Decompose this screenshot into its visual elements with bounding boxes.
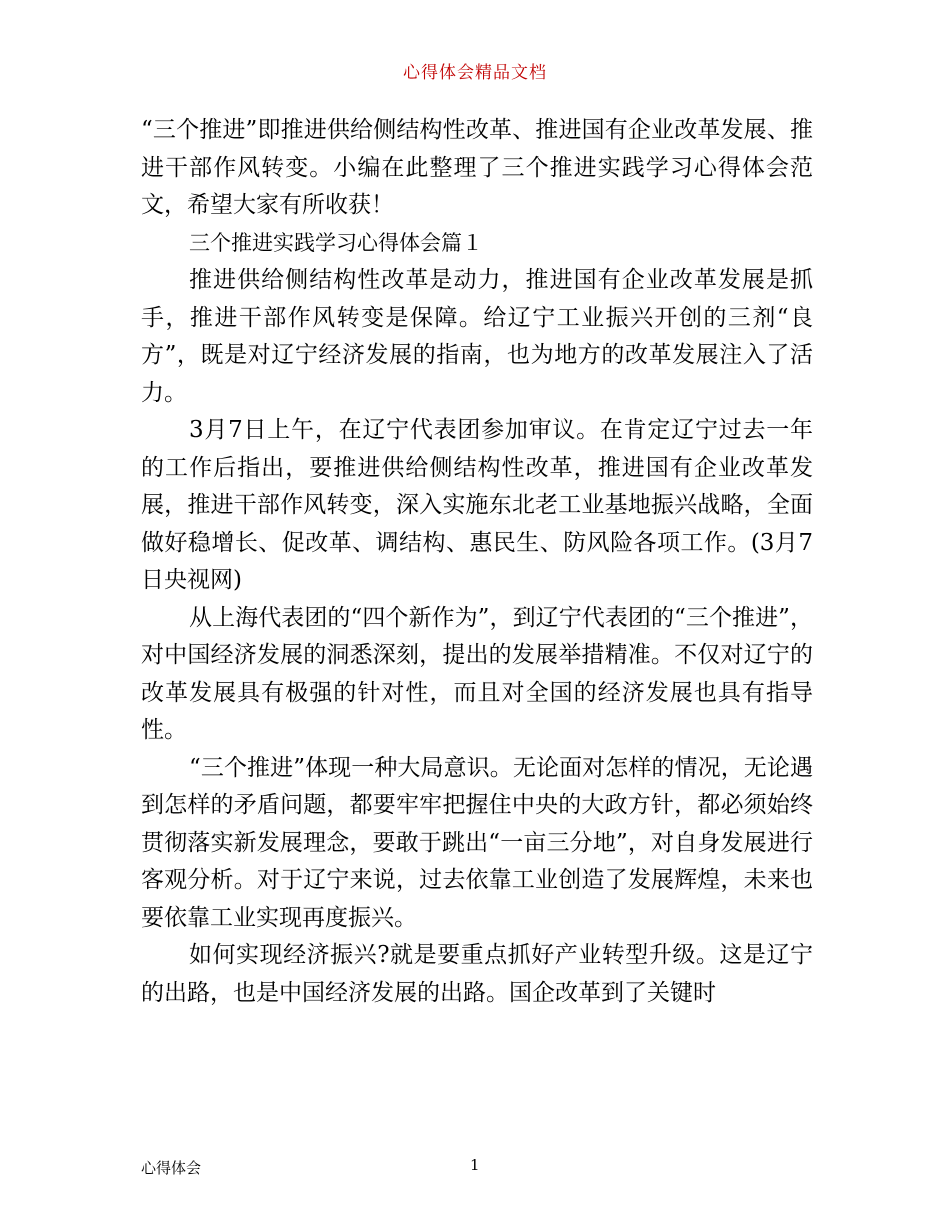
document-header-title: 心得体会精品文档 xyxy=(403,63,547,83)
page-number: 1 xyxy=(470,1156,480,1174)
body-paragraph: 从上海代表团的“四个新作为”，到辽宁代表团的“三个推进”，对中国经济发展的洞悉深刻，提出的发展举措精准。不仅对辽宁的改革发展具有极强的针对性，而且对全国的经济发展也具有指导性。 xyxy=(141,604,813,743)
body-paragraph: 3月7日上午，在辽宁代表团参加审议。在肯定辽宁过去一年的工作后指出，要推进供给侧结构性改革，推进国有企业改革发展，推进干部作风转变，深入实施东北老工业基地振兴战略，全面做好稳增长、促改革、调结构、惠民生、防风险各项工作。(3月7日央视网) xyxy=(141,417,813,593)
section-heading: 三个推进实践学习心得体会篇１ xyxy=(189,230,483,255)
body-paragraph: 推进供给侧结构性改革是动力，推进国有企业改革发展是抓手，推进干部作风转变是保障。给辽宁工业振兴开创的三剂“良方”，既是对辽宁经济发展的指南，也为地方的改革发展注入了活力。 xyxy=(141,267,813,406)
intro-paragraph: “三个推进”即推进供给侧结构性改革、推进国有企业改革发展、推进干部作风转变。小编在此整理了三个推进实践学习心得体会范文，希望大家有所收获！ xyxy=(141,117,813,218)
body-paragraph: 如何实现经济振兴?就是要重点抓好产业转型升级。这是辽宁的出路，也是中国经济发展的出路。国企改革到了关键时 xyxy=(141,942,813,1006)
body-paragraph: “三个推进”体现一种大局意识。无论面对怎样的情况，无论遇到怎样的矛盾问题，都要牢牢把握住中央的大政方针，都必须始终贯彻落实新发展理念，要敢于跳出“一亩三分地”，对自身发展进行客观分析。对于辽宁来说，过去依靠工业创造了发展辉煌，未来也要依靠工业实现再度振兴。 xyxy=(141,754,813,931)
footer-label: 心得体会 xyxy=(141,1159,202,1177)
document-body xyxy=(141,112,813,1012)
